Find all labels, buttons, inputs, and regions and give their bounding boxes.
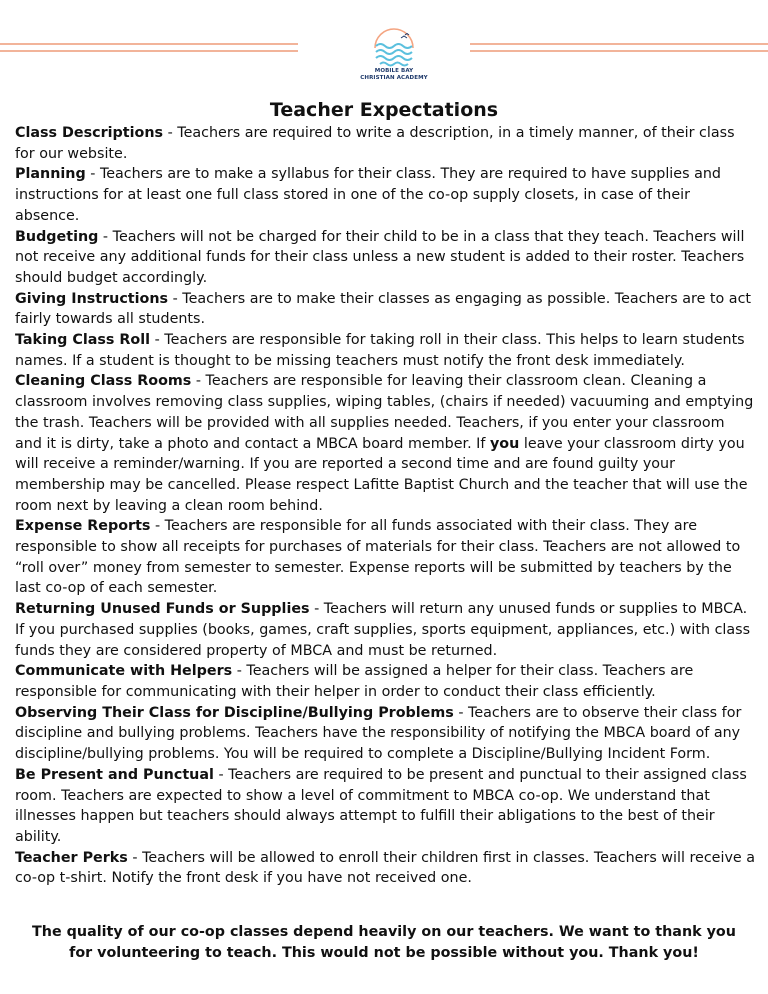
item-heading: Observing Their Class for Discipline/Bullying Problems — [15, 704, 454, 721]
item-heading: Planning — [15, 166, 86, 183]
item-heading: Cleaning Class Rooms — [15, 373, 192, 390]
decorative-rule — [470, 50, 768, 52]
page-header — [0, 0, 768, 96]
decorative-rule — [470, 43, 768, 45]
list-item — [15, 164, 755, 226]
item-heading: Budgeting — [15, 228, 99, 245]
item-text-continued: leave your classroom dirty you will receive a reminder/warning. If you are reported a second time and are found guilty your membership may be cancelled. Please respect Lafitte Baptist Church and the teacher that will use the room next by leaving a clean room behind. — [15, 435, 748, 514]
list-item — [15, 661, 755, 702]
item-text: - Teachers are to make their classes as engaging as possible. Teachers are to act fairly towards all students. — [15, 290, 752, 328]
item-heading: Be Present and Punctual — [15, 766, 214, 783]
item-text: - Teachers are to make a syllabus for their class. They are required to have supplies and instructions for at least one full class stored in one of the co-op supply closets, in case of their absence. — [15, 166, 721, 224]
item-heading: Communicate with Helpers — [15, 663, 233, 680]
list-item — [15, 599, 755, 661]
expectations-list — [15, 123, 755, 889]
closing-message: The quality of our co-op classes depend heavily on our teachers. We want to thank you for volunteering to teach. This would not be possible without you. Thank you! — [32, 924, 736, 961]
logo-line-2: CHRISTIAN ACADEMY — [360, 75, 428, 81]
item-heading: Class Descriptions — [15, 125, 164, 141]
list-item — [15, 289, 755, 330]
item-text: - Teachers are required to be present and punctual to their assigned class room. Teachers are expected to show a level of commitment to MBCA co-op. We understand that illnesses happen but teachers should always attempt to fulfill their abligations to the best of their ability. — [15, 766, 747, 845]
item-heading: Taking Class Roll — [15, 332, 151, 349]
item-text: - Teachers will be assigned a helper for their class. Teachers are responsible for communicating with their helper in order to conduct their class efficiently. — [15, 663, 694, 700]
item-text: - Teachers are to observe their class for discipline and bullying problems. Teachers have the responsibility of notifying the MBCA board of any discipline/bullying problems. You will be required to complete a Discipline/Bullying Incident Form. — [15, 704, 742, 763]
decorative-rule — [0, 50, 298, 52]
logo-line-1: MOBILE BAY — [374, 68, 414, 74]
page-title: Teacher Expectations — [269, 99, 499, 121]
list-item — [15, 765, 755, 848]
item-emphasis: you — [489, 435, 520, 452]
item-text: - Teachers will not be charged for their child to be in a class that they teach. Teachers will not receive any additional funds for their class unless a new student is added to their roster. Teachers should budget accordingly. — [15, 228, 745, 286]
list-item — [15, 227, 755, 289]
item-heading: Returning Unused Funds or Supplies — [15, 601, 310, 618]
item-heading: Giving Instructions — [15, 290, 169, 307]
item-text: - Teachers will be allowed to enroll their children first in classes. Teachers will receive a co-op t-shirt. Notify the front desk if you have not received one. — [15, 849, 756, 887]
item-text: - Teachers are responsible for all funds associated with their class. They are responsible to show all receipts for purchases of materials for their class. Teachers are not allowed to “roll over” money from semester to semester. Expense reports will be submitted by teachers by the last co-op of each semester. — [15, 518, 741, 597]
decorative-rule — [0, 43, 298, 45]
item-heading: Expense Reports — [15, 518, 151, 535]
list-item — [15, 848, 755, 889]
list-item — [15, 516, 755, 599]
item-text: - Teachers are required to write a description, in a timely manner, of their class for our website. — [15, 125, 735, 162]
waves-sun-logo-icon — [371, 26, 417, 68]
item-text: - Teachers will return any unused funds or supplies to MBCA. If you purchased supplies (books, games, craft supplies, sports equipment, appliances, etc.) with class funds they are considered property of MBCA and must be returned. — [15, 601, 751, 659]
list-item — [15, 123, 755, 164]
list-item — [15, 703, 755, 765]
list-item — [15, 330, 755, 371]
school-logo — [360, 26, 428, 90]
item-heading: Teacher Perks — [15, 849, 128, 866]
list-item — [15, 371, 755, 516]
item-text: - Teachers are responsible for taking roll in their class. This helps to learn students names. If a student is thought to be missing teachers must notify the front desk immediately. — [15, 332, 745, 369]
item-text: - Teachers are responsible for leaving their classroom clean. Cleaning a classroom involves removing class supplies, wiping tables, (chairs if needed) vacuuming and emptying the trash. Teachers will be provided with all supplies needed. Teachers, if you enter your classroom and it is dirty, take a photo and contact a MBCA board member. If — [15, 373, 754, 452]
